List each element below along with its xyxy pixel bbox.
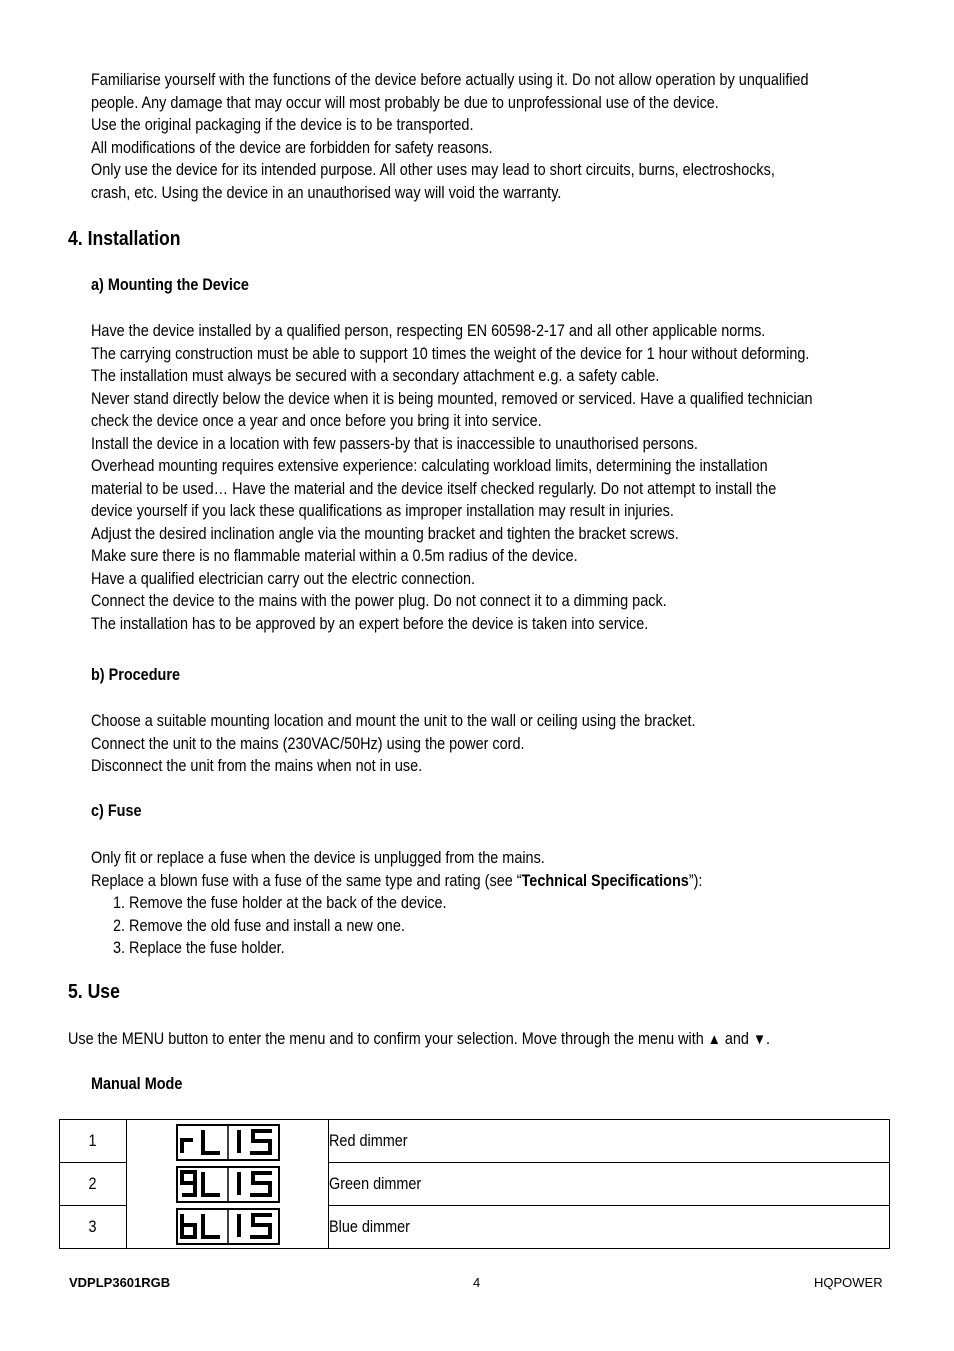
mounting-line: device yourself if you lack these qualifications as improper installation may result in injuries. (91, 502, 674, 520)
footer-brand: HQPOWER (814, 1275, 883, 1290)
subheading-manual-mode: Manual Mode (91, 1075, 183, 1093)
subheading-fuse: c) Fuse (91, 802, 142, 820)
led-display-rl15-icon (176, 1124, 280, 1161)
mounting-line: Overhead mounting requires extensive experience: calculating workload limits, determining the installation (91, 457, 768, 475)
row-label: Blue dimmer (329, 1217, 410, 1236)
mounting-line: Make sure there is no flammable material within a 0.5m radius of the device. (91, 547, 578, 565)
fuse-steps-list (113, 892, 447, 960)
intro-paragraphs (91, 69, 809, 204)
intro-line: Familiarise yourself with the functions of the device before actually using it. Do not allow operation by unqualified (91, 71, 809, 89)
intro-line: crash, etc. Using the device in an unauthorised way will void the warranty. (91, 183, 562, 202)
section-heading-use: 5. Use (68, 981, 120, 1003)
mounting-line: The installation must always be secured with a secondary attachment e.g. a safety cable. (91, 367, 660, 385)
row-label-cell (329, 1163, 890, 1206)
row-label-cell (329, 1120, 890, 1163)
footer-page-number: 4 (473, 1275, 481, 1290)
display-images-cell (127, 1120, 329, 1249)
intro-line: All modifications of the device are forbidden for safety reasons. (91, 138, 493, 157)
intro-line: Only use the device for its intended purpose. All other uses may lead to short circuits, burns, electroshocks, (91, 161, 775, 179)
row-number-cell (60, 1206, 127, 1249)
row-number: 1 (88, 1131, 98, 1150)
fuse-step: 1. Remove the fuse holder at the back of the device. (113, 894, 447, 912)
fuse-step: 2. Remove the old fuse and install a new one. (113, 916, 405, 935)
mounting-line: Have the device installed by a qualified person, respecting EN 60598-2-17 and all other applicable norms. (91, 322, 766, 340)
mounting-line: Adjust the desired inclination angle via the mounting bracket and tighten the bracket screws. (91, 524, 679, 543)
led-display-bl15-icon (176, 1208, 280, 1245)
subheading-mounting: a) Mounting the Device (91, 276, 249, 294)
use-paragraph (68, 1028, 770, 1052)
fuse-line (91, 870, 702, 893)
manual-mode-table (59, 1119, 890, 1249)
mounting-line: Never stand directly below the device when it is being mounted, removed or serviced. Have a qualified technician (91, 389, 813, 408)
up-arrow-icon: ▲ (707, 1031, 721, 1048)
row-label: Green dimmer (329, 1174, 422, 1193)
mounting-paragraphs (91, 320, 813, 635)
led-display-gl15-icon (176, 1166, 280, 1203)
row-label: Red dimmer (329, 1131, 408, 1150)
section-heading-installation: 4. Installation (68, 228, 181, 250)
mounting-line: Have a qualified electrician carry out the electric connection. (91, 569, 476, 588)
row-label-cell (329, 1206, 890, 1249)
use-text-end: . (766, 1030, 771, 1048)
technical-specifications-ref: Technical Specifications (521, 871, 689, 890)
fuse-line: Only fit or replace a fuse when the device is unplugged from the mains. (91, 849, 545, 867)
fuse-line-text: Replace a blown fuse with a fuse of the same type and rating (see “ (91, 871, 522, 890)
mounting-line: check the device once a year and once before you bring it into service. (91, 412, 542, 430)
procedure-line: Choose a suitable mounting location and mount the unit to the wall or ceiling using the bracket. (91, 712, 696, 730)
footer-model: VDPLP3601RGB (69, 1275, 171, 1290)
use-text-and: and (720, 1030, 753, 1048)
intro-line: Use the original packaging if the device is to be transported. (91, 116, 474, 134)
mounting-line: Install the device in a location with few passers-by that is inaccessible to unauthorised persons. (91, 434, 698, 453)
subheading-procedure: b) Procedure (91, 666, 180, 684)
intro-line: people. Any damage that may occur will most probably be due to unprofessional use of the device. (91, 93, 719, 112)
mounting-line: The installation has to be approved by an expert before the device is taken into service. (91, 614, 649, 633)
fuse-step: 3. Replace the fuse holder. (113, 939, 285, 957)
row-number: 2 (88, 1174, 98, 1193)
row-number-cell (60, 1163, 127, 1206)
row-number-cell (60, 1120, 127, 1163)
mounting-line: The carrying construction must be able to support 10 times the weight of the device for 1 hour without deforming. (91, 344, 810, 363)
use-text: Use the MENU button to enter the menu and to confirm your selection. Move through the menu with (68, 1030, 708, 1048)
mounting-line: material to be used… Have the material and the device itself checked regularly. Do not attempt to install the (91, 479, 777, 498)
procedure-line: Disconnect the unit from the mains when not in use. (91, 757, 423, 775)
procedure-line: Connect the unit to the mains (230VAC/50Hz) using the power cord. (91, 734, 525, 753)
row-number: 3 (88, 1217, 98, 1236)
mounting-line: Connect the device to the mains with the power plug. Do not connect it to a dimming pack. (91, 592, 667, 610)
procedure-paragraphs (91, 710, 696, 778)
fuse-paragraphs (91, 847, 702, 892)
table-row (60, 1120, 890, 1163)
fuse-line-text: ”): (688, 871, 703, 890)
down-arrow-icon: ▼ (752, 1031, 767, 1048)
